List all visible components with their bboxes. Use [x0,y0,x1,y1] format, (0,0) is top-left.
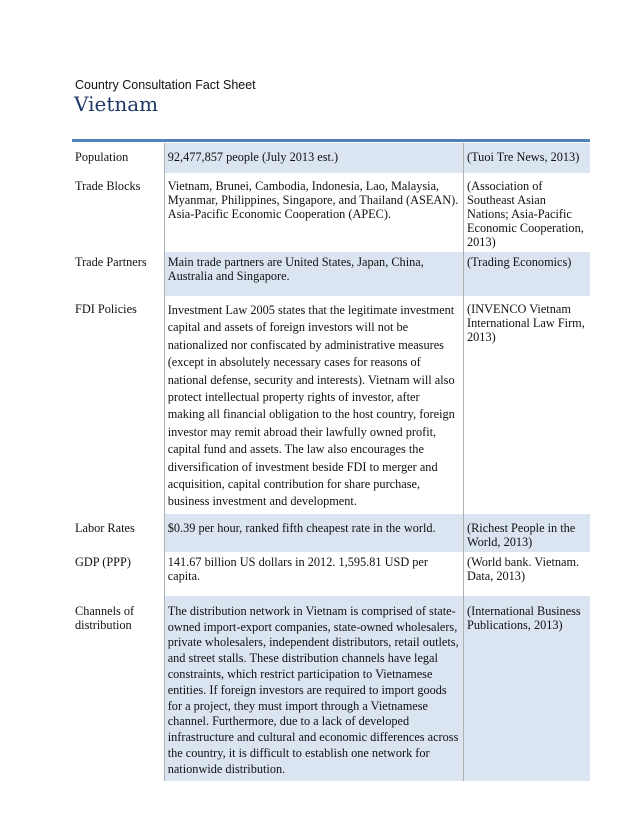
document-title: Vietnam [74,92,159,116]
row-value: The distribution network in Vietnam is comprised of state-owned import-export companies, state-owned wholesalers, private wholesalers, independent distributors, retail outlets, and street stalls. These distribution channels have legal constraints, which restrict participation to Vietnamese entities. If foreign investors are required to import goods for a project, they must import through a Vietnamese channel. Furthermore, due to a lack of developed infrastructure and cultural and economic differences across the country, it is difficult to establish one network for nationwide distribution. [164,596,463,781]
row-value: Investment Law 2005 states that the legitimate investment capital and assets of foreign investors will not be nationalized nor confiscated by administrative measures (except in absolutely necessary cases for reasons of national defense, security and interests). Vietnam will also protect intellectual property rights of investor, after making all financial obligation to the host country, foreign investor may remit abroad their lawfully owned profit, capital fund and assets. The law also encourages the diversification of investment beside FDI to merger and acquisition, capital contribution for share purchase, business investment and development. [164,296,463,514]
row-value: Vietnam, Brunei, Cambodia, Indonesia, Lao, Malaysia, Myanmar, Philippines, Singapore, and Thailand (ASEAN). Asia-Pacific Economic Cooperation (APEC). [164,173,463,252]
document-subtitle: Country Consultation Fact Sheet [75,78,256,92]
title-rule [72,139,590,142]
row-source: (Trading Economics) [464,252,591,296]
row-label: Labor Rates [72,514,164,552]
table-row-gdp [72,552,590,596]
row-source: (International Business Publications, 2013) [464,596,591,781]
row-label: FDI Policies [75,302,137,316]
row-label: Trade Blocks [75,179,141,193]
row-value: 141.67 billion US dollars in 2012. 1,595.81 USD per capita. [164,552,463,596]
table-row-fdi-policies [72,296,590,514]
row-label: Population [72,143,164,173]
row-source: (INVENCO Vietnam International Law Firm, 2013) [467,302,585,344]
row-value: 92,477,857 people (July 2013 est.) [164,143,463,173]
table-row-trade-partners [72,252,590,296]
row-label: Trade Partners [72,252,164,296]
row-value: $0.39 per hour, ranked fifth cheapest rate in the world. [164,514,463,552]
table-row-distribution [72,596,590,781]
row-source: (Association of Southeast Asian Nations; Asia-Pacific Economic Cooperation, 2013) [467,179,584,249]
table-row-trade-blocks [72,173,590,252]
table-row-labor-rates [72,514,590,552]
row-source: (Tuoi Tre News, 2013) [464,143,591,173]
fact-table [72,143,590,781]
row-label: GDP (PPP) [75,554,131,569]
row-source: (Richest People in the World, 2013) [464,514,591,552]
table-row-population [72,143,590,173]
row-source: (World bank. Vietnam. Data, 2013) [467,554,580,583]
row-value: Main trade partners are United States, Japan, China, Australia and Singapore. [164,252,463,296]
row-label: Channels of distribution [72,596,164,781]
